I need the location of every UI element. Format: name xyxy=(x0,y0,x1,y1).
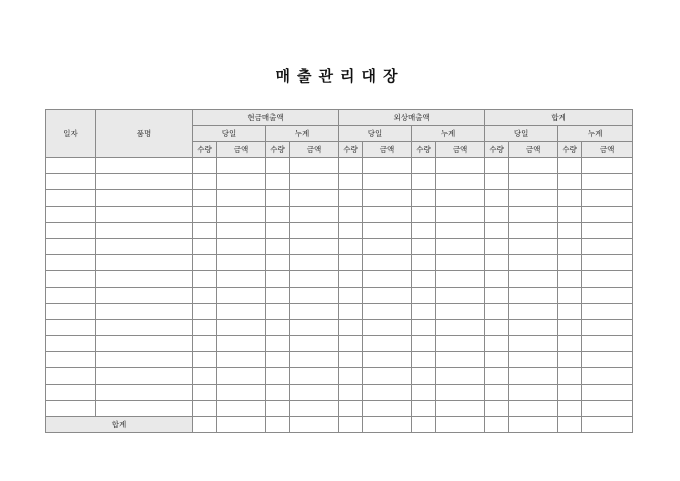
cell-quantity[interactable] xyxy=(193,336,217,352)
cell-amount[interactable] xyxy=(290,303,339,319)
header-quantity: 수량 xyxy=(193,142,217,158)
total-amount[interactable] xyxy=(217,417,266,433)
cell-amount[interactable] xyxy=(363,206,412,222)
cell-amount[interactable] xyxy=(582,303,633,319)
table-row xyxy=(46,238,633,254)
header-period-cumulative: 누계 xyxy=(558,126,633,142)
header-period-cumulative: 누계 xyxy=(412,126,485,142)
header-amount: 금액 xyxy=(509,142,558,158)
cell-quantity[interactable] xyxy=(558,206,582,222)
header-quantity: 수량 xyxy=(266,142,290,158)
cell-item[interactable] xyxy=(96,222,193,238)
cell-quantity[interactable] xyxy=(558,319,582,335)
cell-quantity[interactable] xyxy=(339,271,363,287)
header-date: 일자 xyxy=(46,110,96,158)
cell-amount[interactable] xyxy=(436,400,485,416)
cell-amount[interactable] xyxy=(290,238,339,254)
cell-amount[interactable] xyxy=(290,255,339,271)
cell-amount[interactable] xyxy=(363,336,412,352)
cell-amount[interactable] xyxy=(436,319,485,335)
cell-amount[interactable] xyxy=(509,271,558,287)
cell-amount[interactable] xyxy=(217,174,266,190)
cell-quantity[interactable] xyxy=(193,255,217,271)
cell-amount[interactable] xyxy=(582,190,633,206)
cell-amount[interactable] xyxy=(290,287,339,303)
cell-amount[interactable] xyxy=(290,190,339,206)
cell-date[interactable] xyxy=(46,174,96,190)
total-quantity[interactable] xyxy=(339,417,363,433)
cell-amount[interactable] xyxy=(363,368,412,384)
cell-quantity[interactable] xyxy=(193,190,217,206)
cell-quantity[interactable] xyxy=(339,190,363,206)
cell-item[interactable] xyxy=(96,352,193,368)
cell-amount[interactable] xyxy=(509,190,558,206)
cell-quantity[interactable] xyxy=(412,238,436,254)
cell-amount[interactable] xyxy=(363,190,412,206)
cell-item[interactable] xyxy=(96,336,193,352)
cell-quantity[interactable] xyxy=(193,271,217,287)
cell-quantity[interactable] xyxy=(558,400,582,416)
cell-amount[interactable] xyxy=(509,384,558,400)
header-quantity: 수량 xyxy=(412,142,436,158)
cell-quantity[interactable] xyxy=(412,206,436,222)
cell-quantity[interactable] xyxy=(485,368,509,384)
cell-amount[interactable] xyxy=(217,287,266,303)
cell-amount[interactable] xyxy=(582,368,633,384)
cell-amount[interactable] xyxy=(509,400,558,416)
cell-quantity[interactable] xyxy=(339,303,363,319)
cell-quantity[interactable] xyxy=(266,206,290,222)
total-amount[interactable] xyxy=(509,417,558,433)
cell-quantity[interactable] xyxy=(558,255,582,271)
cell-amount[interactable] xyxy=(217,352,266,368)
cell-quantity[interactable] xyxy=(412,303,436,319)
cell-quantity[interactable] xyxy=(193,287,217,303)
cell-quantity[interactable] xyxy=(266,174,290,190)
cell-item[interactable] xyxy=(96,255,193,271)
cell-quantity[interactable] xyxy=(412,158,436,174)
cell-quantity[interactable] xyxy=(339,368,363,384)
cell-item[interactable] xyxy=(96,319,193,335)
cell-amount[interactable] xyxy=(436,384,485,400)
header-amount: 금액 xyxy=(582,142,633,158)
cell-item[interactable] xyxy=(96,190,193,206)
header-quantity: 수량 xyxy=(558,142,582,158)
cell-quantity[interactable] xyxy=(412,287,436,303)
cell-amount[interactable] xyxy=(363,287,412,303)
cell-amount[interactable] xyxy=(509,174,558,190)
cell-amount[interactable] xyxy=(509,368,558,384)
cell-amount[interactable] xyxy=(436,174,485,190)
cell-quantity[interactable] xyxy=(266,384,290,400)
cell-amount[interactable] xyxy=(290,384,339,400)
cell-quantity[interactable] xyxy=(266,352,290,368)
cell-amount[interactable] xyxy=(436,190,485,206)
cell-item[interactable] xyxy=(96,303,193,319)
cell-quantity[interactable] xyxy=(485,190,509,206)
header-cash-sales: 현금매출액 xyxy=(193,110,339,126)
cell-quantity[interactable] xyxy=(558,287,582,303)
cell-amount[interactable] xyxy=(290,319,339,335)
cell-quantity[interactable] xyxy=(412,384,436,400)
cell-date[interactable] xyxy=(46,319,96,335)
cell-amount[interactable] xyxy=(582,384,633,400)
cell-quantity[interactable] xyxy=(485,319,509,335)
cell-quantity[interactable] xyxy=(558,384,582,400)
cell-amount[interactable] xyxy=(436,352,485,368)
cell-quantity[interactable] xyxy=(193,319,217,335)
header-credit-sales: 외상매출액 xyxy=(339,110,485,126)
cell-quantity[interactable] xyxy=(266,158,290,174)
header-amount: 금액 xyxy=(290,142,339,158)
cell-quantity[interactable] xyxy=(193,400,217,416)
total-label: 합계 xyxy=(46,417,193,433)
cell-quantity[interactable] xyxy=(193,238,217,254)
cell-amount[interactable] xyxy=(436,287,485,303)
cell-date[interactable] xyxy=(46,255,96,271)
cell-quantity[interactable] xyxy=(558,158,582,174)
cell-item[interactable] xyxy=(96,238,193,254)
cell-quantity[interactable] xyxy=(339,206,363,222)
cell-amount[interactable] xyxy=(217,158,266,174)
cell-item[interactable] xyxy=(96,400,193,416)
total-amount[interactable] xyxy=(582,417,633,433)
cell-amount[interactable] xyxy=(582,271,633,287)
cell-amount[interactable] xyxy=(217,238,266,254)
total-quantity[interactable] xyxy=(558,417,582,433)
cell-quantity[interactable] xyxy=(193,368,217,384)
cell-date[interactable] xyxy=(46,158,96,174)
cell-quantity[interactable] xyxy=(266,238,290,254)
cell-quantity[interactable] xyxy=(412,352,436,368)
cell-amount[interactable] xyxy=(436,271,485,287)
cell-quantity[interactable] xyxy=(412,190,436,206)
cell-quantity[interactable] xyxy=(412,319,436,335)
cell-amount[interactable] xyxy=(290,352,339,368)
total-amount[interactable] xyxy=(290,417,339,433)
cell-amount[interactable] xyxy=(217,336,266,352)
cell-amount[interactable] xyxy=(290,368,339,384)
cell-amount[interactable] xyxy=(290,206,339,222)
cell-quantity[interactable] xyxy=(193,158,217,174)
header-amount: 금액 xyxy=(436,142,485,158)
cell-quantity[interactable] xyxy=(485,400,509,416)
cell-amount[interactable] xyxy=(217,206,266,222)
cell-date[interactable] xyxy=(46,336,96,352)
cell-item[interactable] xyxy=(96,287,193,303)
cell-date[interactable] xyxy=(46,206,96,222)
table-row xyxy=(46,158,633,174)
cell-amount[interactable] xyxy=(436,336,485,352)
cell-amount[interactable] xyxy=(217,190,266,206)
cell-amount[interactable] xyxy=(509,255,558,271)
cell-quantity[interactable] xyxy=(558,174,582,190)
cell-amount[interactable] xyxy=(509,336,558,352)
cell-amount[interactable] xyxy=(217,255,266,271)
table-row xyxy=(46,222,633,238)
cell-amount[interactable] xyxy=(363,174,412,190)
cell-amount[interactable] xyxy=(290,271,339,287)
total-amount[interactable] xyxy=(436,417,485,433)
cell-quantity[interactable] xyxy=(266,255,290,271)
cell-quantity[interactable] xyxy=(558,190,582,206)
cell-amount[interactable] xyxy=(436,222,485,238)
cell-quantity[interactable] xyxy=(558,271,582,287)
cell-amount[interactable] xyxy=(436,255,485,271)
cell-quantity[interactable] xyxy=(558,368,582,384)
header-period-cumulative: 누계 xyxy=(266,126,339,142)
cell-quantity[interactable] xyxy=(485,238,509,254)
cell-quantity[interactable] xyxy=(339,174,363,190)
cell-quantity[interactable] xyxy=(412,271,436,287)
cell-quantity[interactable] xyxy=(485,174,509,190)
table-row xyxy=(46,384,633,400)
header-item: 품명 xyxy=(96,110,193,158)
cell-date[interactable] xyxy=(46,271,96,287)
cell-quantity[interactable] xyxy=(558,352,582,368)
cell-item[interactable] xyxy=(96,271,193,287)
cell-quantity[interactable] xyxy=(266,319,290,335)
cell-amount[interactable] xyxy=(582,400,633,416)
cell-quantity[interactable] xyxy=(339,255,363,271)
cell-quantity[interactable] xyxy=(193,303,217,319)
cell-amount[interactable] xyxy=(509,206,558,222)
cell-item[interactable] xyxy=(96,384,193,400)
cell-quantity[interactable] xyxy=(339,400,363,416)
cell-amount[interactable] xyxy=(217,368,266,384)
header-amount: 금액 xyxy=(217,142,266,158)
cell-quantity[interactable] xyxy=(193,352,217,368)
cell-date[interactable] xyxy=(46,287,96,303)
total-quantity[interactable] xyxy=(266,417,290,433)
header-total-sales: 합계 xyxy=(485,110,633,126)
cell-item[interactable] xyxy=(96,174,193,190)
cell-quantity[interactable] xyxy=(412,368,436,384)
cell-date[interactable] xyxy=(46,222,96,238)
cell-amount[interactable] xyxy=(363,352,412,368)
cell-amount[interactable] xyxy=(363,319,412,335)
cell-amount[interactable] xyxy=(363,238,412,254)
table-row xyxy=(46,206,633,222)
cell-amount[interactable] xyxy=(363,158,412,174)
cell-quantity[interactable] xyxy=(193,206,217,222)
cell-amount[interactable] xyxy=(509,158,558,174)
cell-quantity[interactable] xyxy=(558,336,582,352)
cell-date[interactable] xyxy=(46,238,96,254)
cell-date[interactable] xyxy=(46,368,96,384)
cell-amount[interactable] xyxy=(509,319,558,335)
header-period-today: 당일 xyxy=(339,126,412,142)
ledger-body xyxy=(46,158,633,417)
cell-quantity[interactable] xyxy=(339,222,363,238)
cell-amount[interactable] xyxy=(582,336,633,352)
cell-quantity[interactable] xyxy=(266,336,290,352)
cell-quantity[interactable] xyxy=(558,222,582,238)
cell-amount[interactable] xyxy=(217,319,266,335)
header-quantity: 수량 xyxy=(339,142,363,158)
page-title: 매출관리대장 xyxy=(275,67,405,85)
cell-date[interactable] xyxy=(46,352,96,368)
table-row xyxy=(46,368,633,384)
total-quantity[interactable] xyxy=(412,417,436,433)
cell-quantity[interactable] xyxy=(485,336,509,352)
cell-amount[interactable] xyxy=(363,303,412,319)
total-row xyxy=(46,417,633,433)
cell-amount[interactable] xyxy=(363,400,412,416)
cell-quantity[interactable] xyxy=(412,400,436,416)
table-row xyxy=(46,287,633,303)
cell-date[interactable] xyxy=(46,384,96,400)
total-amount[interactable] xyxy=(363,417,412,433)
cell-amount[interactable] xyxy=(290,336,339,352)
header-period-today: 당일 xyxy=(193,126,266,142)
cell-amount[interactable] xyxy=(436,158,485,174)
table-row xyxy=(46,190,633,206)
cell-quantity[interactable] xyxy=(193,222,217,238)
cell-amount[interactable] xyxy=(582,222,633,238)
total-quantity[interactable] xyxy=(193,417,217,433)
cell-quantity[interactable] xyxy=(266,287,290,303)
table-row xyxy=(46,400,633,416)
cell-amount[interactable] xyxy=(582,206,633,222)
cell-amount[interactable] xyxy=(582,319,633,335)
header-period-today: 당일 xyxy=(485,126,558,142)
cell-quantity[interactable] xyxy=(485,303,509,319)
cell-amount[interactable] xyxy=(509,352,558,368)
cell-amount[interactable] xyxy=(290,158,339,174)
cell-quantity[interactable] xyxy=(339,238,363,254)
cell-quantity[interactable] xyxy=(485,352,509,368)
cell-date[interactable] xyxy=(46,400,96,416)
cell-quantity[interactable] xyxy=(339,352,363,368)
cell-amount[interactable] xyxy=(363,222,412,238)
cell-amount[interactable] xyxy=(436,368,485,384)
cell-quantity[interactable] xyxy=(339,336,363,352)
cell-amount[interactable] xyxy=(290,174,339,190)
cell-amount[interactable] xyxy=(582,352,633,368)
cell-quantity[interactable] xyxy=(266,271,290,287)
cell-quantity[interactable] xyxy=(339,384,363,400)
cell-quantity[interactable] xyxy=(558,238,582,254)
cell-quantity[interactable] xyxy=(485,206,509,222)
cell-quantity[interactable] xyxy=(485,384,509,400)
cell-quantity[interactable] xyxy=(266,303,290,319)
cell-quantity[interactable] xyxy=(485,255,509,271)
cell-amount[interactable] xyxy=(217,271,266,287)
cell-quantity[interactable] xyxy=(266,368,290,384)
cell-amount[interactable] xyxy=(582,255,633,271)
cell-amount[interactable] xyxy=(363,255,412,271)
cell-amount[interactable] xyxy=(509,287,558,303)
cell-amount[interactable] xyxy=(363,384,412,400)
cell-item[interactable] xyxy=(96,158,193,174)
cell-date[interactable] xyxy=(46,303,96,319)
cell-quantity[interactable] xyxy=(193,384,217,400)
cell-amount[interactable] xyxy=(436,303,485,319)
cell-quantity[interactable] xyxy=(412,174,436,190)
cell-quantity[interactable] xyxy=(485,287,509,303)
cell-quantity[interactable] xyxy=(193,174,217,190)
cell-quantity[interactable] xyxy=(339,319,363,335)
cell-item[interactable] xyxy=(96,206,193,222)
cell-amount[interactable] xyxy=(582,158,633,174)
cell-amount[interactable] xyxy=(363,271,412,287)
table-row xyxy=(46,303,633,319)
table-row xyxy=(46,174,633,190)
cell-amount[interactable] xyxy=(582,174,633,190)
cell-quantity[interactable] xyxy=(485,222,509,238)
cell-amount[interactable] xyxy=(509,222,558,238)
cell-amount[interactable] xyxy=(436,206,485,222)
cell-quantity[interactable] xyxy=(339,287,363,303)
cell-amount[interactable] xyxy=(217,384,266,400)
cell-amount[interactable] xyxy=(436,238,485,254)
cell-quantity[interactable] xyxy=(412,255,436,271)
table-row xyxy=(46,271,633,287)
cell-amount[interactable] xyxy=(509,238,558,254)
cell-quantity[interactable] xyxy=(266,190,290,206)
cell-amount[interactable] xyxy=(217,303,266,319)
header-amount: 금액 xyxy=(363,142,412,158)
cell-quantity[interactable] xyxy=(266,400,290,416)
table-row xyxy=(46,255,633,271)
cell-quantity[interactable] xyxy=(412,336,436,352)
cell-item[interactable] xyxy=(96,368,193,384)
cell-amount[interactable] xyxy=(582,238,633,254)
cell-amount[interactable] xyxy=(217,400,266,416)
cell-quantity[interactable] xyxy=(558,303,582,319)
cell-amount[interactable] xyxy=(509,303,558,319)
cell-quantity[interactable] xyxy=(485,271,509,287)
cell-amount[interactable] xyxy=(290,222,339,238)
cell-quantity[interactable] xyxy=(339,158,363,174)
header-quantity: 수량 xyxy=(485,142,509,158)
cell-amount[interactable] xyxy=(217,222,266,238)
cell-quantity[interactable] xyxy=(266,222,290,238)
table-row xyxy=(46,352,633,368)
cell-date[interactable] xyxy=(46,190,96,206)
total-quantity[interactable] xyxy=(485,417,509,433)
cell-quantity[interactable] xyxy=(412,222,436,238)
cell-amount[interactable] xyxy=(290,400,339,416)
sales-ledger-table xyxy=(45,109,633,433)
cell-quantity[interactable] xyxy=(485,158,509,174)
table-row xyxy=(46,336,633,352)
cell-amount[interactable] xyxy=(582,287,633,303)
table-row xyxy=(46,319,633,335)
